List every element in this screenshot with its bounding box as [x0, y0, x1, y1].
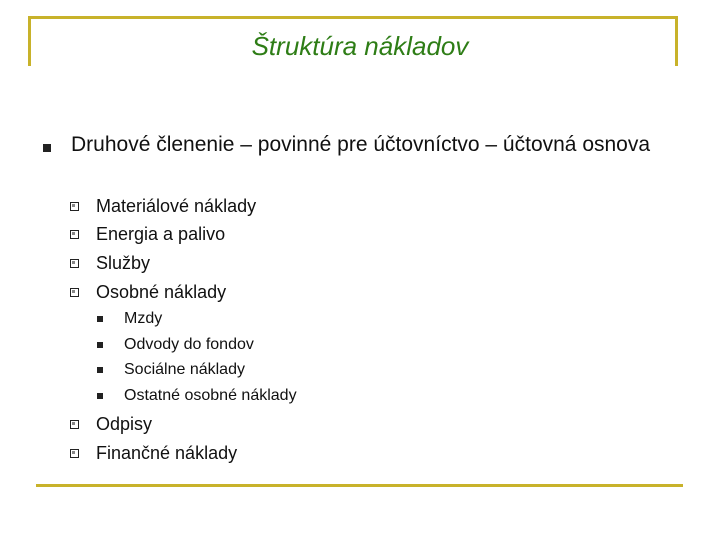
list-item: [70, 221, 470, 249]
footer-rule: [36, 484, 683, 487]
title-frame-top-rule: [28, 16, 677, 19]
small-square-bullet-icon: [97, 393, 103, 399]
hollow-square-bullet-icon: [70, 288, 79, 297]
slide-title: Štruktúra nákladov: [251, 31, 469, 61]
sub-list-item: [97, 359, 497, 383]
sub-list-item: [97, 385, 497, 409]
sub-list-item-text: Sociálne náklady: [124, 361, 245, 378]
sub-list-item: [97, 308, 497, 332]
list-item: [70, 440, 470, 468]
list-item: [70, 279, 470, 307]
list-item-text: Finančné náklady: [96, 443, 238, 463]
small-square-bullet-icon: [97, 342, 103, 348]
main-bullet-text: Druhové členenie – povinné pre účtovníctvo – účtovná osnova: [71, 133, 651, 156]
small-square-bullet-icon: [97, 367, 103, 373]
list-item-text: Energia a palivo: [96, 224, 226, 244]
list-item-text: Osobné náklady: [96, 282, 227, 302]
hollow-square-bullet-icon: [70, 259, 79, 268]
list-item: [70, 411, 470, 439]
hollow-square-bullet-icon: [70, 449, 79, 458]
sub-list-item-text: Ostatné osobné náklady: [124, 387, 297, 404]
list-item-text: Služby: [96, 253, 151, 273]
square-bullet-icon: [43, 144, 51, 152]
sub-list-item-text: Mzdy: [124, 310, 163, 327]
list-item-text: Odpisy: [96, 414, 153, 434]
list-item: [70, 193, 470, 221]
list-item: [70, 250, 470, 278]
sub-list-item-text: Odvody do fondov: [124, 336, 254, 353]
sub-list-item: [97, 334, 497, 358]
small-square-bullet-icon: [97, 316, 103, 322]
hollow-square-bullet-icon: [70, 230, 79, 239]
hollow-square-bullet-icon: [70, 420, 79, 429]
hollow-square-bullet-icon: [70, 202, 79, 211]
list-item-text: Materiálové náklady: [96, 196, 257, 216]
